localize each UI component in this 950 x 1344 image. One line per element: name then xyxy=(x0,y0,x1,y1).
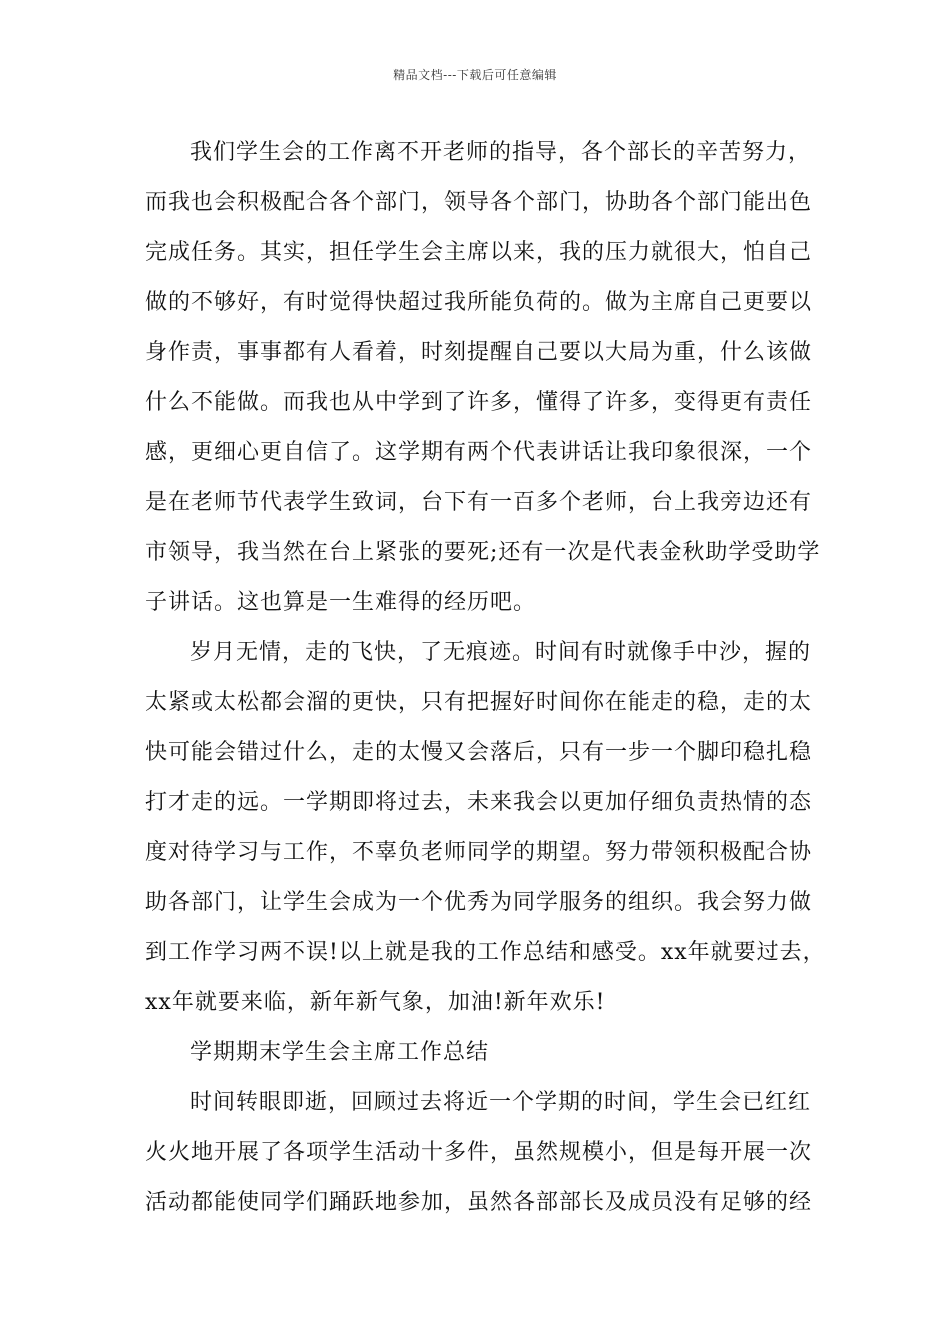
paragraph-line: 到工作学习两不误!以上就是我的工作总结和感受。xx年就要过去， xyxy=(145,940,826,965)
paragraph-line: 是在老师节代表学生致词，台下有一百多个老师，台上我旁边还有 xyxy=(145,490,813,515)
paragraph-line: 而我也会积极配合各个部门，领导各个部门，协助各个部门能出色 xyxy=(145,190,813,215)
section-title: 学期期末学生会主席工作总结 xyxy=(190,1040,490,1065)
paragraph-line: 子讲话。这也算是一生难得的经历吧。 xyxy=(145,590,537,615)
page-header: 精品文档---下载后可任意编辑 xyxy=(393,68,557,82)
paragraph-line: 助各部门，让学生会成为一个优秀为同学服务的组织。我会努力做 xyxy=(145,890,813,915)
paragraph-line: 做的不够好，有时觉得快超过我所能负荷的。做为主席自己更要以 xyxy=(145,290,813,315)
paragraph-line: 完成任务。其实，担任学生会主席以来，我的压力就很大，怕自己 xyxy=(145,240,813,265)
paragraph-line: 我们学生会的工作离不开老师的指导，各个部长的辛苦努力， xyxy=(190,140,812,165)
paragraph-line: 火火地开展了各项学生活动十多件，虽然规模小，但是每开展一次 xyxy=(145,1140,813,1165)
paragraph-line: 快可能会错过什么，走的太慢又会落后，只有一步一个脚印稳扎稳 xyxy=(145,740,813,765)
paragraph-line: 身作责，事事都有人看着，时刻提醒自己要以大局为重，什么该做 xyxy=(145,340,813,365)
paragraph-line: 太紧或太松都会溜的更快，只有把握好时间你在能走的稳，走的太 xyxy=(145,690,813,715)
document-body xyxy=(145,128,825,1228)
paragraph-line: 感，更细心更自信了。这学期有两个代表讲话让我印象很深，一个 xyxy=(145,440,813,465)
paragraph-line: 活动都能使同学们踊跃地参加，虽然各部部长及成员没有足够的经 xyxy=(145,1190,813,1215)
paragraph-line: 时间转眼即逝，回顾过去将近一个学期的时间，学生会已红红 xyxy=(190,1090,812,1115)
paragraph-line: 打才走的远。一学期即将过去，未来我会以更加仔细负责热情的态 xyxy=(145,790,813,815)
paragraph-line: 市领导，我当然在台上紧张的要死;还有一次是代表金秋助学受助学 xyxy=(145,540,821,565)
paragraph-line: xx年就要来临，新年新气象，加油!新年欢乐! xyxy=(145,990,606,1015)
paragraph-line: 度对待学习与工作，不辜负老师同学的期望。努力带领积极配合协 xyxy=(145,840,813,865)
paragraph-line: 岁月无情，走的飞快，了无痕迹。时间有时就像手中沙，握的 xyxy=(190,640,812,665)
paragraph-line: 什么不能做。而我也从中学到了许多，懂得了许多，变得更有责任 xyxy=(145,390,813,415)
